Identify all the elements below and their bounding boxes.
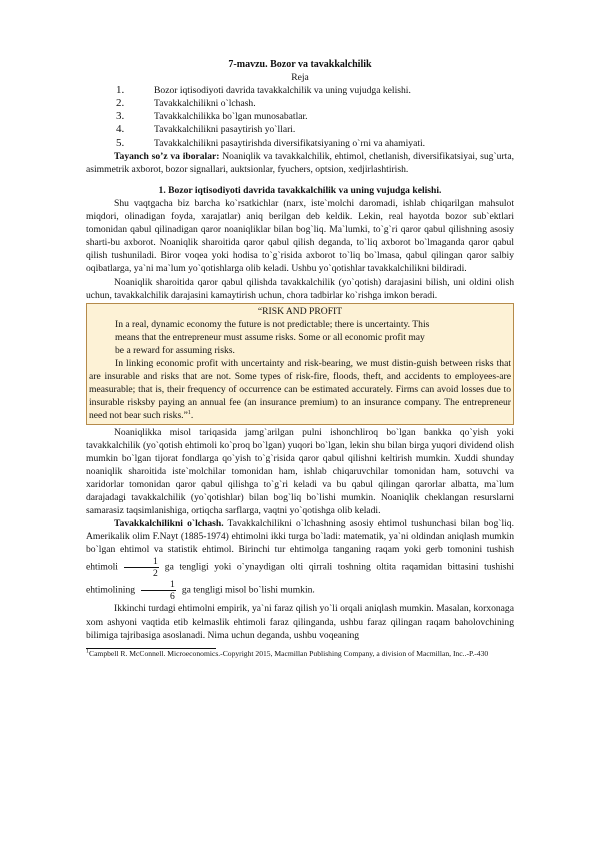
fraction-one-sixth — [141, 579, 176, 602]
fraction-one-half — [124, 556, 159, 579]
fraction-numerator: 1 — [124, 556, 159, 568]
fraction-denominator: 2 — [152, 568, 158, 580]
quote-paragraph — [89, 357, 511, 422]
quote-box — [86, 303, 514, 425]
plan-item-text: Tavakkalchilikni pasaytirish yo`llari. — [154, 124, 296, 136]
section-1-title: 1. Bozor iqtisodiyoti davrida tavakkalchilik va uning vujudga kelishi. — [158, 184, 442, 196]
page-content — [86, 58, 514, 659]
footnote — [86, 649, 514, 659]
footnote-reference[interactable]: 1 — [187, 410, 191, 417]
plan-list — [86, 84, 514, 149]
paragraph-5: Ikkinchi turdagi ehtimolni empirik, ya`ni faraz qilish yo`li orqali aniqlash mumkin. Masalan, korxonaga xom ashyoni vaqtida etib kelmaslik ehtimoli faraz qilinganda, ushbu faraz qilingan raqam baholovchining bilimiga tajribasiga asoslanadi. Nima uchun deganda, ushbu voqeaning — [86, 603, 514, 641]
paragraph-4-middle: ga tengligi yoki o`ynaydigan olti qirrali toshning oltita raqamidan bittasini tushishi ehtimolining — [86, 562, 514, 597]
plan-item-text: Tavakkalchilikni o`lchash. — [154, 98, 256, 110]
quote-intro: In a real, dynamic economy the future is not predictable; there is uncertainty. This means that the entrepreneur must assume risks. Some or all economic profit may be a reward for assuming risks. — [115, 318, 430, 356]
plan-item-number: 5. — [116, 136, 125, 149]
quote-paragraph-text: In linking economic profit with uncertainty and risk-bearing, we must distin-guish between risks that are insurable and risks that are not. Some types of risk-fire, floods, theft, and accidents to employees-are measurable; that is, their frequency of occurrence can be estimated accurately. Firms can avoid losses due to insurable risksby paying an annual fee (an insurance premium) to an insurance company. The entrepreneur need not bear such risks.” — [89, 358, 511, 422]
plan-item-text: Bozor iqtisodiyoti davrida tavakkalchilik va uning vujudga kelishi. — [154, 85, 411, 97]
plan-item-number: 4. — [116, 123, 125, 136]
plan-item — [86, 84, 514, 97]
paragraph-4-end: ga tengligi misol bo`lishi mumkin. — [181, 585, 315, 597]
quote-title: “RISK AND PROFIT — [257, 305, 343, 317]
footnote-mark: 1 — [86, 648, 89, 655]
paragraph-2: Noaniqlik sharoitida qaror qabul qilishda tavakkalchilik (yo`qotish) darajasini bilish, uni oldini olish uchun, tavakkalchilik darajasini kamaytirish uchun, chora tadbirlar ko`rishga imkon beradi. — [86, 276, 514, 301]
plan-heading: Reja — [291, 72, 309, 84]
paragraph-1: Shu vaqtgacha biz barcha ko`rsatkichlar (narx, iste`molchi daromadi, ishlab chiqarilgan mahsulot miqdori, olinadigan foyda, xarajatlar) aniq berilgan deb keldik. Lekin, real hayotda bozor sub`ektlari tomonidan qabul qilinadigan qaror noaniqliklar bilan bog`liq. Ma`lumki, to`g`ri qaror qabul qilishning asosiy sharti-bu axborot. Noaniqlik sharoitida qaror qabul qilish deganda, to`liq axborot bo`lmaganda qaror qabul qilish tushuniladi. Biror voqea yoki hodisa to`g`risida axborot to`liq bo`lmasa, qabul qilingan qaror salbiy oqibatlarga, ya`ni ma`lum yo`qotishlarga olib keladi. Ushbu yo`qotishlar tavakkalchilikni bildiradi. — [86, 197, 514, 275]
fraction-numerator: 1 — [141, 579, 176, 591]
measurement-label: Tavakkalchilikni o`lchash. — [114, 518, 224, 530]
footnote-text: Campbell R. McConnell. Microeconomics.-Copyright 2015, Macmillan Publishing Company, a division of Macmillan, Inc..-P.-430 — [89, 648, 489, 658]
plan-item-number: 1. — [116, 84, 125, 97]
keywords-label: Tayanch so’z va iboralar: — [114, 150, 220, 162]
paragraph-4 — [86, 517, 514, 602]
fraction-denominator: 6 — [170, 591, 175, 603]
keywords-paragraph — [86, 150, 514, 176]
plan-item-number: 3. — [116, 110, 125, 123]
plan-item — [86, 110, 514, 123]
plan-item — [86, 123, 514, 136]
plan-item — [86, 137, 514, 150]
plan-item-text: Tavakkalchilikni pasaytirishda diversifikatsiyaning o`rni va ahamiyati. — [154, 137, 426, 149]
page-title: 7-mavzu. Bozor va tavakkalchilik — [228, 59, 372, 70]
paragraph-4-text: Tavakkalchilikni o`lchashning asosiy ehtimol tushunchasi bilan bog`liq. Amerikalik olim F.Nayt (1885-1974) ehtimolni ikki turga bo`ladi: matematik, ya`ni oldindan aniqlash mumkin bo`lgan ehtimol va statistik ehtimol. Birinchi tur ehtimolga tanganing raqam yoki gerb tomonini tushish ehtimoli — [86, 518, 514, 574]
quote-end: . — [190, 410, 194, 422]
plan-item — [86, 97, 514, 110]
paragraph-3: Noaniqlikka misol tariqasida jamg`arilgan pulni ishonchliroq bo`lgan bankka qo`yish yoki tavakkalchilik (yo`qotish ehtimoli ko`proq bo`lgan) yuqori bo`lgan, lekin shu bilan birga yuqori dividend olish mumkin bo`lgan tijorat fondlarga qo`yish to`g`risida qaror qabul qilishni keltirish mumkin. Xuddi shunday noaniqlik sharoitida iste`molchilar tomonidan ham, ishlab chiqaruvchilar tomonidan ham, sotuvchi va xaridorlar tomonidan qaror qabul qilishga to`g`ri keladi va bu qabul qilingan qarorlar albatta, ma`lum darajadagi tavakkalchilik (yo`qotishlar) bilan bog`liq bo`lishi mumkin. Noaniqlik cheklangan resurslarni samarasiz taqsimlanishiga, ortiqcha sarflarga, vaqtni yo`qotishga olib keladi. — [86, 426, 514, 517]
plan-item-number: 2. — [116, 97, 125, 110]
keywords-text: Noaniqlik va tavakkalchilik, ehtimol, chetlanish, diversifikatsiyai, sug`urta, asimmetrik axborot, bozor signallari, auktsionlar, fyuchers, optsion, xedjirlashtirish. — [86, 150, 514, 175]
plan-item-text: Tavakkalchilikka bo`lgan munosabatlar. — [154, 111, 308, 123]
